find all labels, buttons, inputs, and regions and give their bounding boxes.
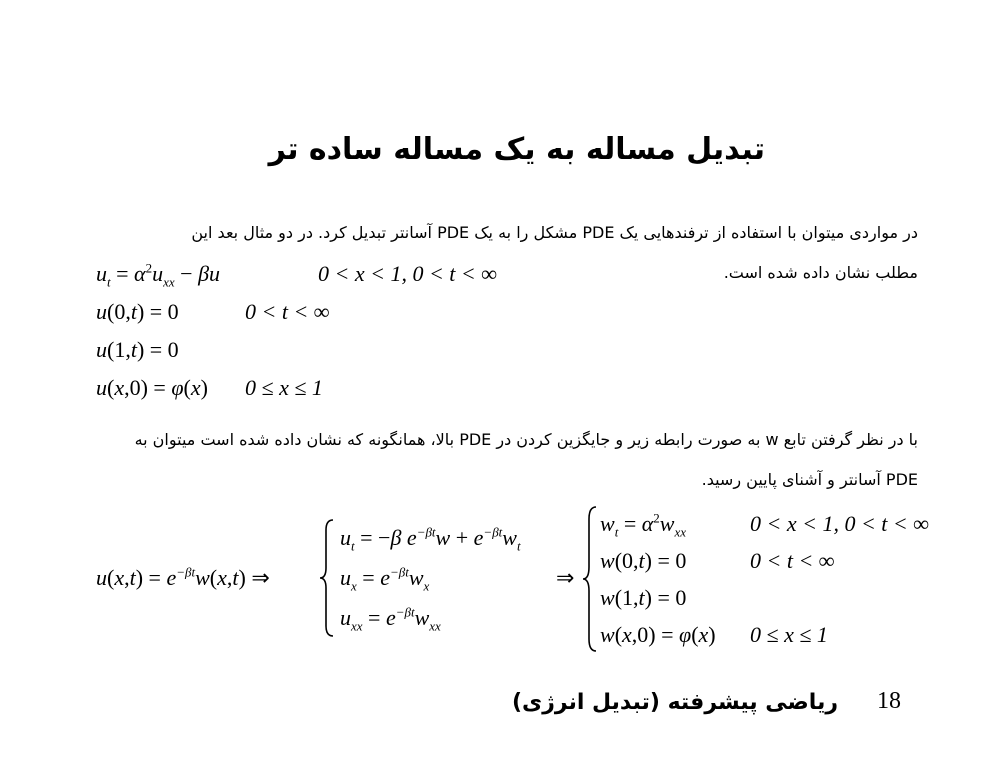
equation-initial-condition-domain: 0 ≤ x ≤ 1: [245, 375, 323, 400]
equation-pde-domain: 0 < x < 1, 0 < t < ∞: [318, 261, 497, 286]
equation-w-initial-condition: w(x,0) = φ(x): [600, 622, 716, 647]
equation-initial-condition: u(x,0) = φ(x): [96, 375, 208, 400]
page-number: 18: [877, 688, 901, 714]
equation-w-initial-condition-domain: 0 ≤ x ≤ 1: [750, 622, 828, 647]
equation-w-bc-left: w(0,t) = 0: [600, 548, 687, 573]
left-brace-1: [318, 518, 336, 638]
footer-title: ریاضی پیشرفته (تبدیل انرژی): [512, 690, 838, 715]
implies-arrow-1: ⇒: [251, 565, 270, 590]
implies-arrow-2: ⇒: [556, 565, 575, 590]
paragraph-2-line-1: با در نظر گرفتن تابع w به صورت رابطه زیر و جایگزین کردن در PDE بالا، همانگونه که نشان داده شده است میتوان به: [134, 430, 918, 449]
paragraph-2-line-2: PDE آسانتر و آشنای پایین رسید.: [701, 470, 918, 489]
equation-bc-left: u(0,t) = 0: [96, 299, 179, 324]
equation-ut: $u_t = -\beta$ $e^{-\beta t}w + e^{-\beta t}w_t$: [340, 524, 521, 554]
equation-ux: $u_x = e^{-\beta t}w_x$: [340, 564, 430, 594]
equation-w-pde: $w_t = \alpha^2w_{xx}$: [600, 510, 687, 540]
paragraph-1-line-2: مطلب نشان داده شده است.: [723, 263, 918, 282]
equation-bc-right: u(1,t) = 0: [96, 337, 179, 362]
left-brace-2: [581, 505, 599, 653]
equation-uxx: $u_{xx} = e^{-\beta t}w_{xx}$: [340, 604, 441, 634]
equation-pde: $u_t = \alpha^2u_{xx} - \beta u$: [96, 260, 221, 290]
equation-substitution: $u(x,t) = e^{-\beta t}w(x,t)$ ⇒: [96, 564, 270, 590]
equation-w-bc-left-domain: 0 < t < ∞: [750, 548, 835, 573]
equation-w-bc-right: w(1,t) = 0: [600, 585, 687, 610]
equation-w-pde-domain: 0 < x < 1, 0 < t < ∞: [750, 511, 929, 536]
equation-bc-left-domain: 0 < t < ∞: [245, 299, 330, 324]
paragraph-1-line-1: در مواردی میتوان با استفاده از ترفندهایی یک PDE مشکل را به یک PDE آسانتر تبدیل کرد. در دو مثال بعد این: [191, 223, 918, 242]
page-title: تبدیل مساله به یک مساله ساده تر: [268, 132, 765, 167]
